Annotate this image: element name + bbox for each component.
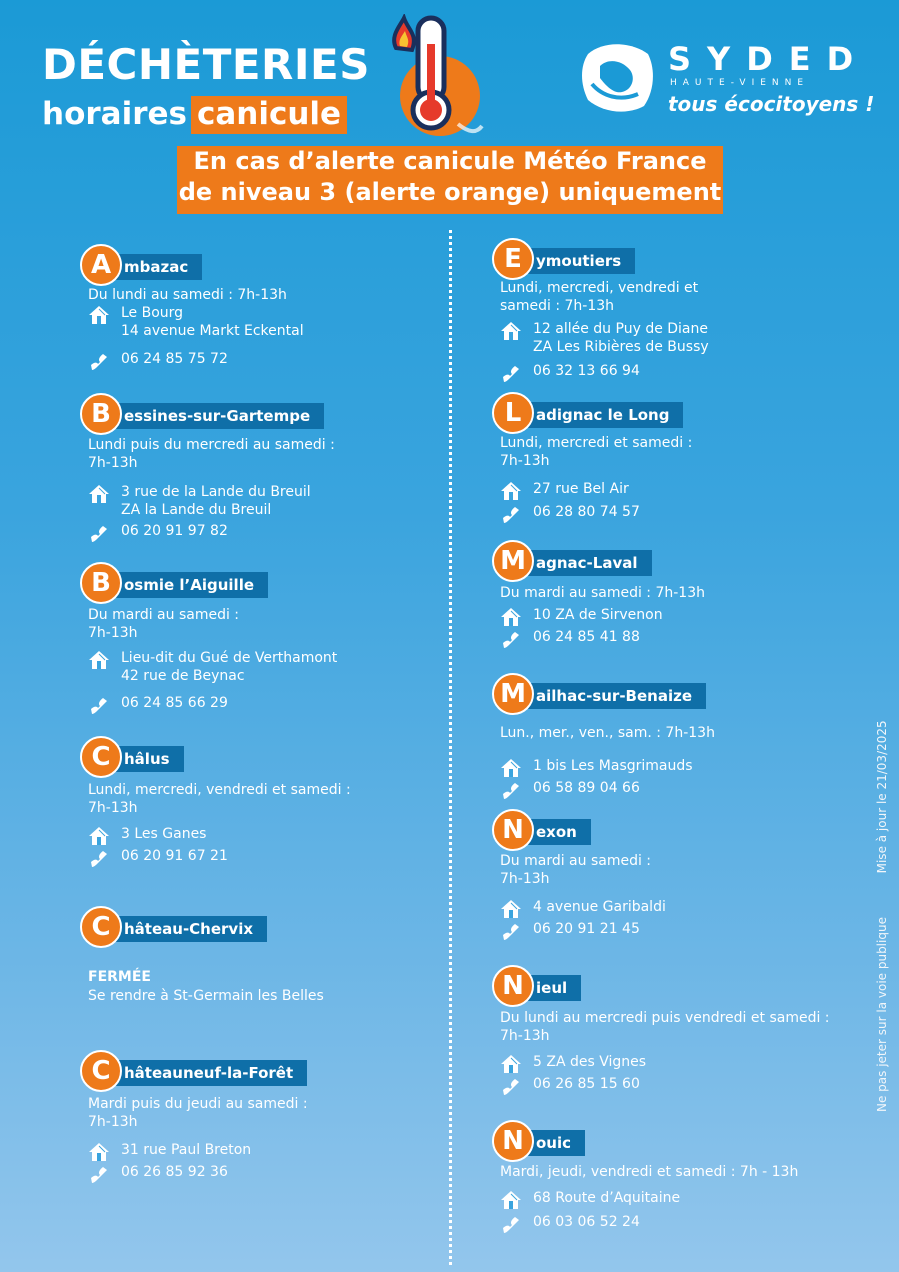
centre-name: osmie l’Aiguille <box>114 572 268 598</box>
phone-number: 06 24 85 66 29 <box>121 695 228 711</box>
phone-icon <box>500 779 522 801</box>
house-icon <box>500 1189 522 1211</box>
phone-icon <box>88 350 110 372</box>
centre-name: ailhac-sur-Benaize <box>526 683 706 709</box>
centre-name: agnac-Laval <box>526 550 652 576</box>
phone-number: 06 58 89 04 66 <box>533 780 640 796</box>
centre-name: ymoutiers <box>526 248 635 274</box>
address-line: 3 Les Ganes <box>121 826 207 842</box>
brand-tagline: tous écocitoyens ! <box>668 92 875 116</box>
centre-name: exon <box>526 819 591 845</box>
address-line: 14 avenue Markt Eckental <box>121 323 304 339</box>
centre-name: adignac le Long <box>526 402 683 428</box>
address-line: 12 allée du Puy de Diane <box>533 321 708 337</box>
house-icon <box>88 825 110 847</box>
subtitle-highlight: canicule <box>191 96 347 134</box>
centre-name: hâteau-Chervix <box>114 916 267 942</box>
centre-name: ouic <box>526 1130 585 1156</box>
centre-initial-badge: C <box>80 736 122 778</box>
side-note-disposal: Ne pas jeter sur la voie publique <box>875 917 889 1112</box>
subtitle-prefix: horaires <box>42 96 187 132</box>
hours-line: Lundi, mercredi, vendredi et <box>500 280 699 296</box>
page-subtitle <box>42 96 347 132</box>
centre-initial-badge: N <box>492 965 534 1007</box>
hours-line: Du lundi au samedi : 7h-13h <box>88 287 287 303</box>
address-line: ZA Les Ribières de Bussy <box>533 339 709 355</box>
centre-initial-badge: M <box>492 540 534 582</box>
centre-name: mbazac <box>114 254 202 280</box>
house-icon <box>500 898 522 920</box>
phone-icon <box>500 1213 522 1235</box>
opening-hours <box>500 279 698 315</box>
address-line: 1 bis Les Masgrimauds <box>533 758 693 774</box>
centre-initial-badge: B <box>80 393 122 435</box>
phone-number: 06 26 85 92 36 <box>121 1164 228 1180</box>
house-icon <box>500 480 522 502</box>
hours-line: 7h-13h <box>88 1114 138 1130</box>
side-note <box>875 720 889 1112</box>
phone-number: 06 32 13 66 94 <box>533 363 640 379</box>
phone-icon <box>88 847 110 869</box>
opening-hours <box>500 584 705 602</box>
opening-hours <box>500 852 651 888</box>
side-note-update: Mise à jour le 21/03/2025 <box>875 720 889 874</box>
house-icon <box>88 304 110 326</box>
house-icon <box>88 1141 110 1163</box>
centre-name: hâteauneuf-la-Forêt <box>114 1060 307 1086</box>
opening-hours <box>88 1095 308 1131</box>
hours-line: Lundi, mercredi, vendredi et samedi : <box>88 782 351 798</box>
address-line: 31 rue Paul Breton <box>121 1142 252 1158</box>
opening-hours <box>500 724 715 742</box>
centre-initial-badge: N <box>492 809 534 851</box>
hours-line: Du lundi au mercredi puis vendredi et samedi : <box>500 1010 830 1026</box>
phone-icon <box>500 628 522 650</box>
address-line: Lieu-dit du Gué de Verthamont <box>121 650 338 666</box>
alert-banner <box>177 146 723 214</box>
house-icon <box>500 606 522 628</box>
opening-hours <box>500 434 692 470</box>
centre-name: hâlus <box>114 746 184 772</box>
closed-note: Se rendre à St-Germain les Belles <box>88 988 324 1004</box>
hours-line: 7h-13h <box>500 453 550 469</box>
brand-subtitle: HAUTE-VIENNE <box>670 78 810 88</box>
hours-line: samedi : 7h-13h <box>500 298 615 314</box>
centre-initial-badge: E <box>492 238 534 280</box>
phone-number: 06 03 06 52 24 <box>533 1214 640 1230</box>
hours-line: Lun., mer., ven., sam. : 7h-13h <box>500 725 715 741</box>
centre-initial-badge: C <box>80 906 122 948</box>
centre-initial-badge: A <box>80 244 122 286</box>
hours-line: Mardi puis du jeudi au samedi : <box>88 1096 308 1112</box>
hours-line: 7h-13h <box>88 455 138 471</box>
address-line: 5 ZA des Vignes <box>533 1054 647 1070</box>
phone-number: 06 24 85 41 88 <box>533 629 640 645</box>
syded-logo-icon <box>578 36 658 116</box>
centre-initial-badge: N <box>492 1120 534 1162</box>
alert-line-1: En cas d’alerte canicule Météo France <box>193 147 707 175</box>
centre-initial-badge: B <box>80 562 122 604</box>
address-line: 42 rue de Beynac <box>121 668 245 684</box>
hours-line: 7h-13h <box>88 800 138 816</box>
brand-name: SYDED <box>668 40 870 78</box>
centre-initial-badge: C <box>80 1050 122 1092</box>
address-line: 10 ZA de Sirvenon <box>533 607 663 623</box>
centre-name: essines-sur-Gartempe <box>114 403 324 429</box>
hours-line: 7h-13h <box>500 1028 550 1044</box>
address-line: 27 rue Bel Air <box>533 481 629 497</box>
phone-icon <box>500 503 522 525</box>
phone-icon <box>500 920 522 942</box>
address-line: 4 avenue Garibaldi <box>533 899 666 915</box>
address-line: 68 Route d’Aquitaine <box>533 1190 681 1206</box>
house-icon <box>88 649 110 671</box>
hours-line: Lundi puis du mercredi au samedi : <box>88 437 335 453</box>
phone-icon <box>500 1075 522 1097</box>
phone-number: 06 28 80 74 57 <box>533 504 640 520</box>
hours-line: Du mardi au samedi : <box>500 853 652 869</box>
phone-icon <box>500 362 522 384</box>
centre-initial-badge: M <box>492 673 534 715</box>
phone-icon <box>88 1163 110 1185</box>
opening-hours <box>88 286 287 304</box>
address-line: 3 rue de la Lande du Breuil <box>121 484 311 500</box>
phone-number: 06 20 91 97 82 <box>121 523 228 539</box>
address-line: ZA la Lande du Breuil <box>121 502 272 518</box>
hours-line: Du mardi au samedi : 7h-13h <box>500 585 705 601</box>
phone-number: 06 20 91 67 21 <box>121 848 228 864</box>
house-icon <box>500 1053 522 1075</box>
phone-number: 06 26 85 15 60 <box>533 1076 640 1092</box>
hours-line: Du mardi au samedi : <box>88 607 240 623</box>
hours-line: 7h-13h <box>88 625 138 641</box>
phone-number: 06 20 91 21 45 <box>533 921 640 937</box>
phone-number: 06 24 85 75 72 <box>121 351 228 367</box>
thermometer-fire-icon <box>378 14 488 144</box>
address-line: Le Bourg <box>121 305 184 321</box>
opening-hours <box>500 1009 830 1045</box>
house-icon <box>88 483 110 505</box>
opening-hours <box>88 436 335 472</box>
phone-icon <box>88 522 110 544</box>
column-divider <box>449 230 452 1265</box>
closed-label: FERMÉE <box>88 969 151 985</box>
centre-initial-badge: L <box>492 392 534 434</box>
phone-icon <box>88 694 110 716</box>
page-title: DÉCHÈTERIES <box>42 40 370 89</box>
opening-hours <box>88 606 239 642</box>
centre-name: ieul <box>526 975 581 1001</box>
opening-hours <box>88 781 351 817</box>
opening-hours <box>500 1163 798 1181</box>
house-icon <box>500 757 522 779</box>
hours-line: Lundi, mercredi et samedi : <box>500 435 693 451</box>
alert-line-2: de niveau 3 (alerte orange) uniquement <box>178 178 722 206</box>
house-icon <box>500 320 522 342</box>
closed-notice <box>88 968 324 1006</box>
hours-line: 7h-13h <box>500 871 550 887</box>
hours-line: Mardi, jeudi, vendredi et samedi : 7h - 13h <box>500 1164 799 1180</box>
